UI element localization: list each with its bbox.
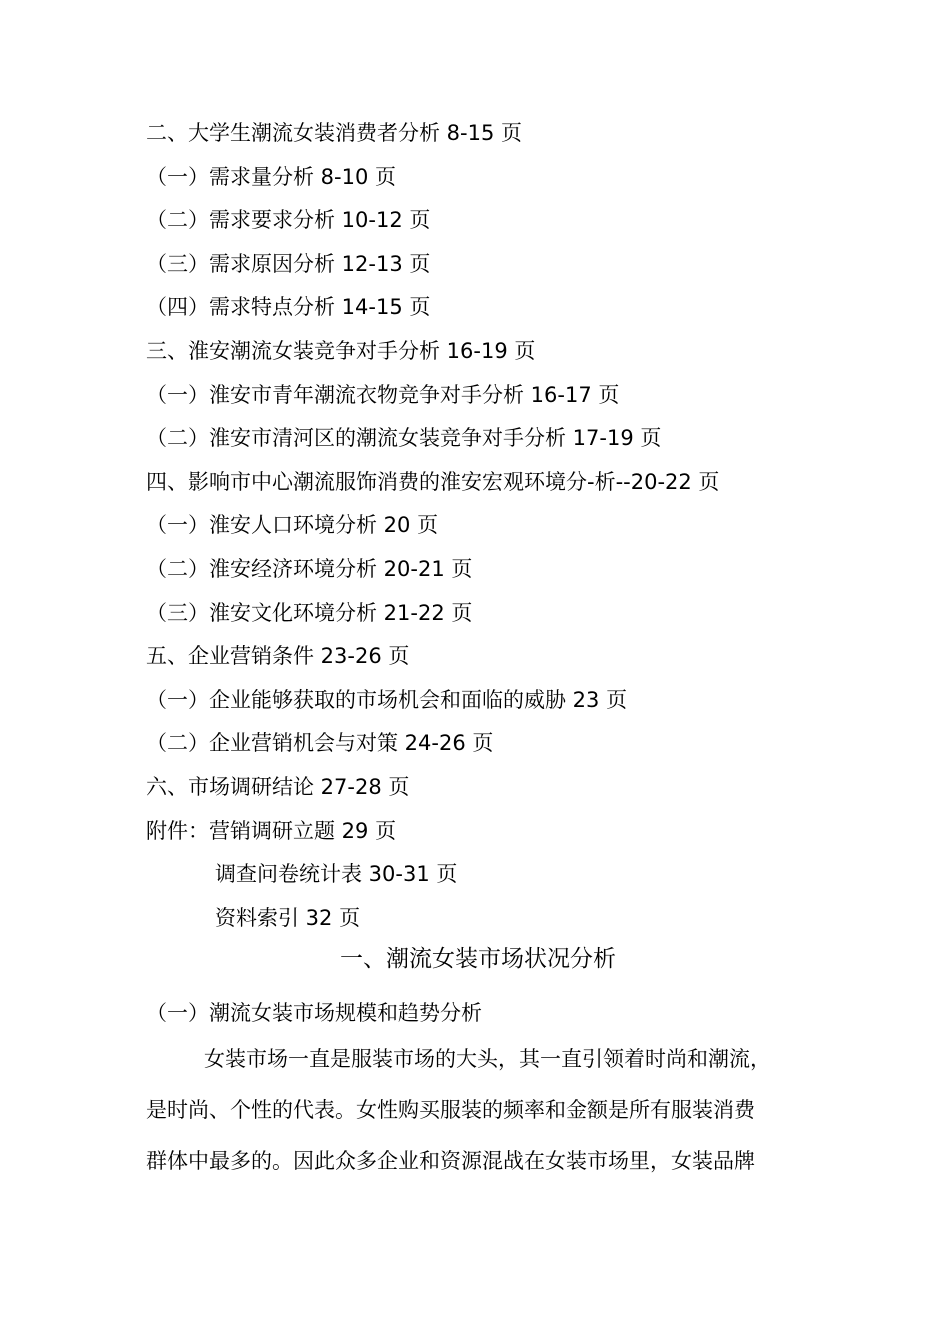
toc-entry-2-1: （一）需求量分析 8-10 页 [146, 164, 397, 189]
toc-entry-2: 二、大学生潮流女装消费者分析 8-15 页 [146, 121, 523, 145]
paragraph-line: 女装市场一直是服装市场的大头，其一直引领着时尚和潮流， [204, 1047, 771, 1071]
toc-entry-2-3: （三）需求原因分析 12-13 页 [146, 251, 431, 276]
toc-entry-appendix-index: 资料索引 32 页 [215, 905, 361, 930]
toc-entry-2-2: （二）需求要求分析 10-12 页 [146, 208, 431, 233]
paragraph-line: 是时尚、个性的代表。女性购买服装的频率和金额是所有服装消费 [146, 1098, 755, 1122]
toc-entry-5: 五、企业营销条件 23-26 页 [146, 644, 410, 669]
body-paragraph [146, 1034, 814, 1187]
toc-entry-4-1: （一）淮安人口环境分析 20 页 [146, 513, 439, 538]
table-of-contents [146, 112, 826, 940]
toc-entry-4-2: （二）淮安经济环境分析 20-21 页 [146, 556, 473, 581]
subsection-heading: （一）潮流女装市场规模和趋势分析 [146, 1001, 482, 1025]
toc-entry-3-1: （一）淮安市青年潮流衣物竞争对手分析 16-17 页 [146, 382, 620, 407]
toc-entry-4-3: （三）淮安文化环境分析 21-22 页 [146, 600, 473, 625]
section-heading: 一、潮流女装市场状况分析 [340, 946, 616, 972]
toc-entry-appendix: 附件：营销调研立题 29 页 [146, 818, 397, 843]
toc-entry-3-2: （二）淮安市清河区的潮流女装竞争对手分析 17-19 页 [146, 426, 662, 451]
toc-entry-5-2: （二）企业营销机会与对策 24-26 页 [146, 731, 494, 756]
toc-entry-2-4: （四）需求特点分析 14-15 页 [146, 295, 431, 320]
toc-entry-appendix-survey: 调查问卷统计表 30-31 页 [215, 862, 458, 887]
toc-entry-6: 六、市场调研结论 27-28 页 [146, 774, 410, 799]
toc-entry-3: 三、淮安潮流女装竞争对手分析 16-19 页 [146, 338, 536, 363]
toc-entry-5-1: （一）企业能够获取的市场机会和面临的威胁 23 页 [146, 687, 628, 712]
paragraph-line: 群体中最多的。因此众多企业和资源混战在女装市场里，女装品牌 [146, 1149, 755, 1173]
toc-entry-4: 四、影响市中心潮流服饰消费的淮安宏观环境分-析--20-22 页 [146, 469, 720, 494]
